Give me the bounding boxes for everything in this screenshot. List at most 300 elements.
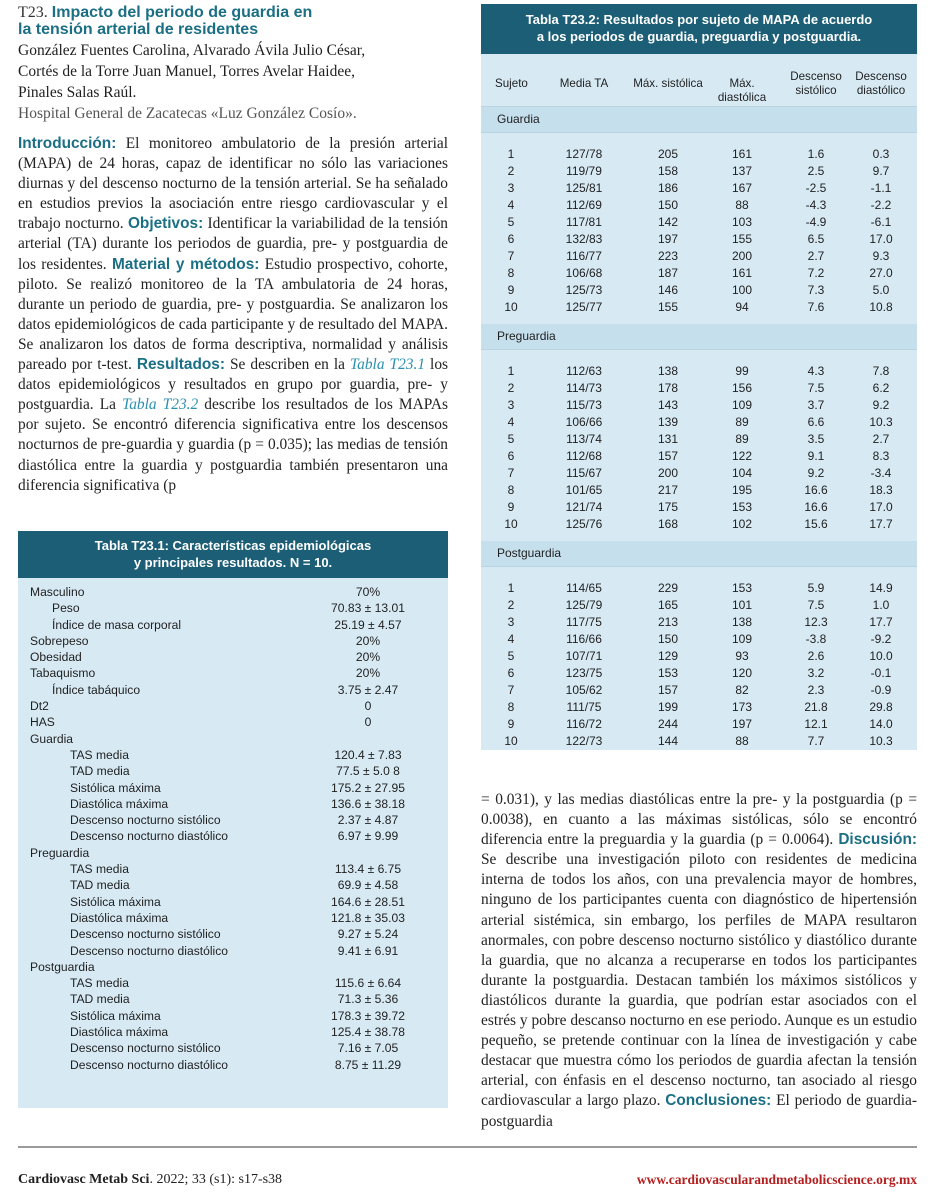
table-row xyxy=(18,1008,448,1024)
table-cell: 1 xyxy=(507,364,515,378)
row-value: 71.3 ± 5.36 xyxy=(337,992,399,1007)
table-row xyxy=(481,580,917,597)
table-cell: 2 xyxy=(507,381,515,395)
table-row xyxy=(18,682,448,698)
table-header-row xyxy=(481,54,917,107)
table-t23-2 xyxy=(481,4,917,750)
table-cell: 6 xyxy=(507,449,515,463)
table-cell: 173 xyxy=(731,700,753,714)
table-cell: 9.7 xyxy=(872,164,890,178)
table-cell: 4 xyxy=(507,632,515,646)
authors xyxy=(18,40,463,103)
row-label: Peso xyxy=(52,601,80,616)
table-t23-1 xyxy=(18,531,448,1108)
table-cell: 105/62 xyxy=(565,683,603,697)
table-cell: -4.3 xyxy=(805,198,827,212)
table-row xyxy=(18,943,448,959)
row-label: Sobrepeso xyxy=(30,633,89,648)
table-cell: 197 xyxy=(657,232,679,246)
table-row xyxy=(481,597,917,614)
author-line: González Fuentes Carolina, Alvarado Ávila Julio César, xyxy=(18,42,366,59)
row-label: Descenso nocturno sistólico xyxy=(70,1041,221,1056)
table-cell: 89 xyxy=(735,415,749,429)
table-cell: 167 xyxy=(731,181,753,195)
table-cell: 117/81 xyxy=(566,215,602,229)
table-cell: 157 xyxy=(657,683,679,697)
table-row xyxy=(481,380,917,397)
footer-divider xyxy=(18,1146,917,1148)
table-cell: 21.8 xyxy=(804,700,828,714)
group-body xyxy=(481,567,917,758)
row-value: 20% xyxy=(355,666,381,681)
row-value: 115.6 ± 6.64 xyxy=(334,976,402,991)
table-row xyxy=(18,584,448,600)
table-cell: -1.1 xyxy=(870,181,892,195)
table-cell: 123/75 xyxy=(565,666,603,680)
table-row xyxy=(481,265,917,282)
table-cell: 187 xyxy=(657,266,679,280)
table-cell: 4 xyxy=(507,198,515,212)
column-header: Sujeto xyxy=(495,77,528,90)
table-cell: 223 xyxy=(657,249,679,263)
table-row xyxy=(18,633,448,649)
table-cell: 146 xyxy=(657,283,679,297)
caption-line: Tabla T23.1: Características epidemiológicas xyxy=(94,538,372,553)
table-cell: 107/71 xyxy=(565,649,603,663)
table-cell: 138 xyxy=(657,364,679,378)
column-header: Máx. sistólica xyxy=(633,77,703,90)
table-cell: 119/79 xyxy=(566,164,602,178)
section-head-introduccion: Introducción: xyxy=(18,135,117,152)
table-row xyxy=(18,991,448,1007)
table-cell: 1 xyxy=(507,147,515,161)
table-cell: 94 xyxy=(735,300,749,314)
table-cell: 199 xyxy=(657,700,679,714)
table-cell: 125/77 xyxy=(565,300,603,314)
table-cell: 143 xyxy=(657,398,679,412)
table-cell: 125/76 xyxy=(565,517,603,531)
methods-text: Estudio prospectivo, cohorte, piloto. Se realizó monitoreo de la TA ambulatoria de 24 horas, durante un periodo de guardia, pre- y postguardia. Se analizaron los datos epidemiológicos de cada participante y de resultado del MAPA. Se analizaron los datos de forma descriptiva, normalidad y análisis pareado por t-test. xyxy=(18,255,448,374)
section-head-objetivos: Objetivos: xyxy=(127,215,204,233)
table-cell: 125/73 xyxy=(565,283,603,297)
results-text: describe los resultados de los MAPAs por sujeto. Se encontró diferencia significativa entre los descensos nocturnos de pre-guardia y guardia (p = 0.035); las medias de tensión diastólica entre la guardia y postguardia también presentaron una diferencia significativa (p xyxy=(18,396,448,494)
table-cell: 3.2 xyxy=(807,666,825,680)
table-cell: 186 xyxy=(657,181,679,195)
table-cell: 17.7 xyxy=(869,517,893,531)
table-cell: 82 xyxy=(735,683,749,697)
table-row xyxy=(481,146,917,163)
table-cell: 109 xyxy=(731,398,753,412)
table-row xyxy=(18,731,448,747)
row-value: 164.6 ± 28.51 xyxy=(331,894,405,909)
table-cell: 178 xyxy=(657,381,679,395)
table-cell: 88 xyxy=(735,734,749,748)
table-cell: 102 xyxy=(731,517,753,531)
table-row xyxy=(18,828,448,844)
table-cell: 7.3 xyxy=(807,283,825,297)
table-row xyxy=(481,733,917,750)
table-cell: 5.0 xyxy=(872,283,890,297)
row-value: 120.4 ± 7.83 xyxy=(334,747,402,762)
row-label: Sistólica máxima xyxy=(70,1008,161,1023)
table-cell: 115/67 xyxy=(566,466,602,480)
column-header: Media TA xyxy=(559,77,609,90)
table-body xyxy=(481,107,917,758)
row-label: Tabaquismo xyxy=(30,666,96,681)
table-cell: 138 xyxy=(731,615,753,629)
table-cell: 7.8 xyxy=(872,364,890,378)
table-cell: 6.6 xyxy=(807,415,825,429)
table-cell: 112/69 xyxy=(566,198,602,212)
table-cell: 2 xyxy=(507,164,515,178)
table-cell: 153 xyxy=(731,500,753,514)
column-header: Máx. diastólica xyxy=(717,77,767,104)
table-cell: 244 xyxy=(657,717,679,731)
table-row xyxy=(481,465,917,482)
table-row xyxy=(481,282,917,299)
table-cell: -2.5 xyxy=(805,181,827,195)
table-cell: 101/65 xyxy=(565,483,603,497)
table-cell: 109 xyxy=(731,632,753,646)
row-value: 9.41 ± 6.91 xyxy=(337,943,399,958)
table-cell: 217 xyxy=(657,483,679,497)
table-cell: -4.9 xyxy=(805,215,827,229)
table-cell: 158 xyxy=(657,164,679,178)
group-header: Preguardia xyxy=(481,324,917,350)
intro-text: El monitoreo ambulatorio de la presión arterial (MAPA) de 24 horas, capaz de identificar no sólo las variaciones diurnas y del descenso nocturno de la tensión arterial. Se ha señalado en estudios previos la asociación entre riesgo cardiovascular y el trabajo nocturno. xyxy=(18,135,448,233)
results-text: Se describen en la xyxy=(224,356,351,374)
table-cell: 7.5 xyxy=(807,598,825,612)
row-label: Diastólica máxima xyxy=(70,1025,169,1040)
table-cell: 125/81 xyxy=(565,181,603,195)
conclusions-text: El periodo de guardia-postguardia xyxy=(481,1092,917,1130)
caption-line: a los periodos de guardia, preguardia y postguardia. xyxy=(536,29,862,44)
table-cell: 88 xyxy=(735,198,749,212)
row-label: Obesidad xyxy=(30,650,82,665)
table-cell: 7.6 xyxy=(807,300,825,314)
row-value: 3.75 ± 2.47 xyxy=(337,682,399,697)
table-cell: -2.2 xyxy=(870,198,892,212)
table-cell: 104 xyxy=(731,466,753,480)
article-title xyxy=(18,4,463,38)
table-cell: 165 xyxy=(657,598,679,612)
citation-details: . 2022; 33 (s1): s17-s38 xyxy=(149,1172,283,1187)
table-cell: 27.0 xyxy=(869,266,893,280)
row-label: Sistólica máxima xyxy=(70,780,161,795)
row-value: 7.16 ± 7.05 xyxy=(337,1041,399,1056)
row-value: 70.83 ± 13.01 xyxy=(331,601,405,616)
table-ref-link[interactable]: Tabla T23.1 xyxy=(350,356,426,374)
table-cell: 2.5 xyxy=(807,164,825,178)
row-value: 20% xyxy=(355,633,381,648)
table-cell: 101 xyxy=(731,598,753,612)
table-row xyxy=(481,363,917,380)
table-cell: 155 xyxy=(731,232,753,246)
table-cell: 7 xyxy=(507,683,515,697)
table-cell: 103 xyxy=(731,215,753,229)
table-cell: 1.0 xyxy=(872,598,890,612)
table-cell: 15.6 xyxy=(804,517,828,531)
table-row xyxy=(18,698,448,714)
table-cell: 127/78 xyxy=(565,147,603,161)
table-row xyxy=(481,231,917,248)
table-cell: 16.6 xyxy=(804,500,828,514)
title-line-1: Impacto del periodo de guardia en xyxy=(51,4,313,21)
row-label: TAD media xyxy=(70,992,130,1007)
table-cell: 12.3 xyxy=(804,615,828,629)
author-line: Pinales Salas Raúl. xyxy=(18,84,137,101)
row-label: Índice de masa corporal xyxy=(52,617,182,632)
table-cell: 205 xyxy=(657,147,679,161)
table-cell: 125/79 xyxy=(565,598,603,612)
table-cell: 14.9 xyxy=(869,581,893,595)
table-row xyxy=(481,482,917,499)
table-row xyxy=(481,214,917,231)
section-head-resultados: Resultados: xyxy=(136,356,225,374)
table-cell: 113/74 xyxy=(566,432,602,446)
table-row xyxy=(481,716,917,733)
row-value: 2.37 ± 4.87 xyxy=(337,813,399,828)
table-cell: 16.6 xyxy=(804,483,828,497)
table-cell: 9.2 xyxy=(807,466,825,480)
table-row xyxy=(18,649,448,665)
row-label: Diastólica máxima xyxy=(70,796,169,811)
table-cell: 8 xyxy=(507,700,515,714)
table-cell: 213 xyxy=(657,615,679,629)
table-cell: 3 xyxy=(507,181,515,195)
table-cell: 8 xyxy=(507,266,515,280)
table-row xyxy=(481,180,917,197)
table-cell: 197 xyxy=(731,717,753,731)
table-row xyxy=(18,1040,448,1056)
table-row xyxy=(481,431,917,448)
table-cell: 161 xyxy=(731,147,753,161)
table-cell: 129 xyxy=(657,649,679,663)
journal-url-link[interactable]: www.cardiovascularandmetabolicscience.org.mx xyxy=(636,1172,917,1187)
group-body xyxy=(481,133,917,324)
table-row xyxy=(18,763,448,779)
table-cell: 17.0 xyxy=(869,232,893,246)
table-cell: 7.2 xyxy=(807,266,825,280)
table-cell: 111/75 xyxy=(566,700,602,714)
table-cell: 6.2 xyxy=(872,381,890,395)
results-continuation: = 0.031), y las medias diastólicas entre la pre- y la postguardia (p = 0.0038), en cuanto a las máximas sistólicas, sólo se encontró diferencia entre la preguardia y la guardia (p = 0.0064). xyxy=(481,791,917,849)
row-value: 178.3 ± 39.72 xyxy=(331,1008,405,1023)
table-cell: 116/66 xyxy=(566,632,602,646)
table-cell: 1.6 xyxy=(807,147,825,161)
group-header: Postguardia xyxy=(481,541,917,567)
table-cell: 106/66 xyxy=(565,415,603,429)
table-caption xyxy=(481,4,917,54)
table-cell: 8.3 xyxy=(872,449,890,463)
table-cell: 10 xyxy=(504,734,518,748)
table-row xyxy=(481,197,917,214)
table-cell: 17.7 xyxy=(869,615,893,629)
table-row xyxy=(18,959,448,975)
table-row xyxy=(481,397,917,414)
table-cell: 93 xyxy=(735,649,749,663)
abstract-column-2 xyxy=(481,790,917,1132)
table-cell: 112/68 xyxy=(566,449,602,463)
table-cell: 10 xyxy=(504,517,518,531)
row-label: Descenso nocturno sistólico xyxy=(70,927,221,942)
table-cell: 3 xyxy=(507,398,515,412)
row-label: Masculino xyxy=(30,585,85,599)
row-label: Descenso nocturno diastólico xyxy=(70,829,228,844)
table-cell: 7.5 xyxy=(807,381,825,395)
table-ref-link[interactable]: Tabla T23.2 xyxy=(122,396,199,414)
table-row xyxy=(18,812,448,828)
row-value: 113.4 ± 6.75 xyxy=(334,862,402,877)
row-value: 69.9 ± 4.58 xyxy=(337,878,399,893)
table-cell: 131 xyxy=(657,432,679,446)
article-header xyxy=(18,4,463,124)
table-cell: 99 xyxy=(735,364,749,378)
row-value: 20% xyxy=(355,650,381,665)
table-cell: 2.6 xyxy=(807,649,825,663)
table-cell: 142 xyxy=(657,215,679,229)
table-cell: 9 xyxy=(507,283,515,297)
table-row xyxy=(18,861,448,877)
table-cell: -0.9 xyxy=(870,683,892,697)
row-value: 6.97 ± 9.99 xyxy=(337,829,399,844)
row-label: Postguardia xyxy=(30,959,95,974)
column-header: Descenso sistólico xyxy=(790,70,842,97)
table-cell: 7 xyxy=(507,249,515,263)
table-cell: 9.2 xyxy=(872,398,890,412)
affiliation: Hospital General de Zacatecas «Luz González Cosío». xyxy=(18,105,357,122)
table-cell: 116/77 xyxy=(566,249,602,263)
title-line-2: la tensión arterial de residentes xyxy=(18,21,259,38)
table-row xyxy=(18,796,448,812)
row-label: HAS xyxy=(30,715,55,730)
table-cell: 117/75 xyxy=(566,615,602,629)
table-cell: 18.3 xyxy=(869,483,893,497)
section-head-conclusiones: Conclusiones: xyxy=(665,1092,772,1110)
row-label: Sistólica máxima xyxy=(70,894,161,909)
table-cell: 10 xyxy=(504,300,518,314)
table-cell: 9.3 xyxy=(872,249,890,263)
table-row xyxy=(18,617,448,633)
table-cell: 7.7 xyxy=(807,734,825,748)
table-cell: -6.1 xyxy=(870,215,892,229)
table-row xyxy=(481,299,917,316)
table-cell: 7 xyxy=(507,466,515,480)
table-cell: 14.0 xyxy=(869,717,893,731)
objectives-text: Identificar la variabilidad de la tensión arterial (TA) durante los periodos de guardia, pre- y postguardia de los residentes. xyxy=(18,215,448,273)
table-cell: 6 xyxy=(507,232,515,246)
table-cell: 200 xyxy=(657,466,679,480)
table-cell: 5 xyxy=(507,215,515,229)
row-label: Descenso nocturno diastólico xyxy=(70,943,228,958)
abstract-column-1 xyxy=(18,134,448,496)
row-value: 175.2 ± 27.95 xyxy=(331,780,405,795)
table-cell: 5 xyxy=(507,432,515,446)
table-cell: 4 xyxy=(507,415,515,429)
table-row xyxy=(481,665,917,682)
table-cell: 155 xyxy=(657,300,679,314)
table-cell: 229 xyxy=(657,581,679,595)
table-row xyxy=(18,877,448,893)
table-body xyxy=(18,578,448,1073)
table-cell: -3.8 xyxy=(805,632,827,646)
table-cell: 156 xyxy=(731,381,753,395)
row-value: 9.27 ± 5.24 xyxy=(337,927,399,942)
table-row xyxy=(18,600,448,616)
row-label: Descenso nocturno sistólico xyxy=(70,813,221,828)
table-cell: -9.2 xyxy=(870,632,892,646)
row-label: TAD media xyxy=(70,878,130,893)
table-cell: 0.3 xyxy=(872,147,890,161)
table-row xyxy=(481,414,917,431)
row-value: 0 xyxy=(364,699,372,714)
table-row xyxy=(481,699,917,716)
table-cell: -3.4 xyxy=(870,466,892,480)
article-code: T23. xyxy=(18,4,48,21)
table-cell: 157 xyxy=(657,449,679,463)
table-cell: 144 xyxy=(657,734,679,748)
table-row xyxy=(481,248,917,265)
row-value: 136.6 ± 38.18 xyxy=(331,796,405,811)
table-row xyxy=(18,665,448,681)
row-label: Diastólica máxima xyxy=(70,910,169,925)
row-value: 125.4 ± 38.78 xyxy=(331,1025,405,1040)
table-cell: 2.3 xyxy=(807,683,825,697)
table-cell: 17.0 xyxy=(869,500,893,514)
row-label: TAS media xyxy=(70,862,129,877)
column-header: Descenso diastólico xyxy=(855,70,907,97)
table-cell: 150 xyxy=(657,198,679,212)
table-row xyxy=(18,780,448,796)
table-cell: 153 xyxy=(731,581,753,595)
table-row xyxy=(481,648,917,665)
table-cell: 9 xyxy=(507,500,515,514)
table-cell: 112/63 xyxy=(566,364,602,378)
table-cell: 6 xyxy=(507,666,515,680)
table-cell: 2.7 xyxy=(872,432,890,446)
table-cell: 116/72 xyxy=(566,717,602,731)
row-label: TAD media xyxy=(70,764,130,779)
group-body xyxy=(481,350,917,541)
table-row xyxy=(481,448,917,465)
table-row xyxy=(18,926,448,942)
table-cell: 153 xyxy=(657,666,679,680)
row-value: 25.19 ± 4.57 xyxy=(334,617,402,632)
row-value: 8.75 ± 11.29 xyxy=(334,1057,402,1072)
discussion-text: Se describe una investigación piloto con residentes de medicina interna de todos los años, con una prevalencia mayor de hombres, ninguno de los participantes cuenta con diagnóstico de hipertensión arterial sistémica, sin embargo, los perfiles de MAPA resultaron anormales, con pobre descenso nocturno sistólico y diastólico durante la guardia, que no alcanza a recuperarse en todos los participantes durante la postguardia. Destacan también los máximos sistólicos y diastólicos durante la guardia, que podrían estar asociados con el estrés y pobre descanso nocturno en ese periodo. Aunque es un estudio pequeño, se pretende continuar con la línea de investigación y cabe destacar que muestra cómo los periodos de guardia afectan la tensión arterial, con énfasis en el descenso nocturno, tan asociado al riesgo cardiovascular a largo plazo. xyxy=(481,851,917,1110)
table-cell: 1 xyxy=(507,581,515,595)
table-cell: 137 xyxy=(731,164,753,178)
table-row xyxy=(18,894,448,910)
table-cell: 120 xyxy=(731,666,753,680)
table-row xyxy=(481,163,917,180)
table-cell: 121/74 xyxy=(565,500,603,514)
row-value: 70% xyxy=(355,585,381,599)
table-cell: 3 xyxy=(507,615,515,629)
row-value: 121.8 ± 35.03 xyxy=(331,910,405,925)
table-cell: 195 xyxy=(731,483,753,497)
table-cell: 10.3 xyxy=(869,734,893,748)
row-label: TAS media xyxy=(70,976,129,991)
table-cell: 150 xyxy=(657,632,679,646)
table-row xyxy=(481,516,917,533)
table-cell: 122 xyxy=(731,449,753,463)
table-cell: 5 xyxy=(507,649,515,663)
row-label: Descenso nocturno diastólico xyxy=(70,1057,228,1072)
table-row xyxy=(18,1057,448,1073)
table-row xyxy=(481,614,917,631)
table-cell: 3.5 xyxy=(807,432,825,446)
